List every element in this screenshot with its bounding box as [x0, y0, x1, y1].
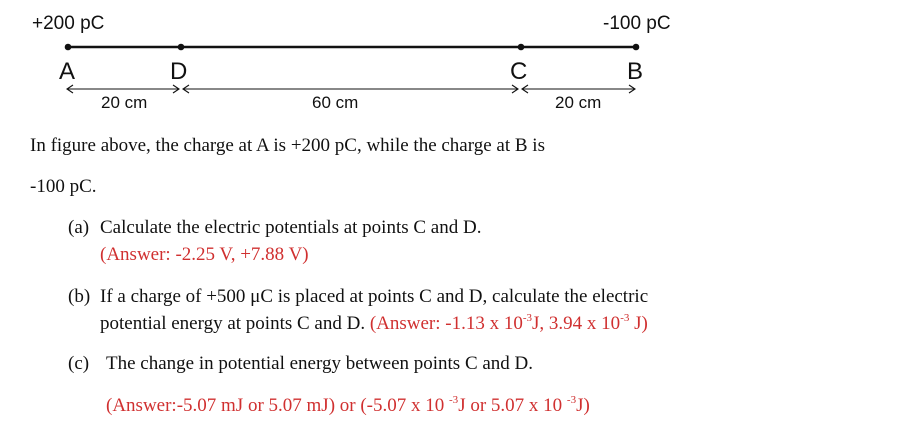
distance-arrow-cb	[522, 85, 635, 93]
part-b-question-line-2	[100, 314, 648, 333]
distance-cb-label: 20 cm	[555, 93, 602, 112]
distance-arrow-ad	[67, 85, 179, 93]
distance-dc-label: 60 cm	[312, 93, 359, 112]
point-c-label: C	[510, 58, 528, 85]
intro-line-1: In figure above, the charge at A is +200 pC, while the charge at B is	[30, 135, 545, 156]
distance-arrow-dc	[183, 85, 518, 93]
point-b-dot	[633, 44, 640, 51]
intro-line-2: -100 pC.	[30, 176, 97, 197]
part-b-question-line-1: If a charge of +500 μC is placed at points C and D, calculate the electric	[100, 286, 649, 307]
part-b-marker: (b)	[68, 286, 91, 307]
point-a-dot	[65, 44, 72, 51]
part-c-answer: (Answer:-5.07 mJ or 5.07 mJ) or (-5.07 x 10 $^{-3}$J or 5.07 x 10 $^{-3}$J)	[106, 394, 590, 416]
part-b-question-line-2-text: potential energy at points C and D.	[100, 313, 366, 334]
charge-a-label: +200 pC	[32, 13, 105, 34]
part-a-answer: (Answer: -2.25 V, +7.88 V)	[100, 244, 309, 265]
distance-ad-label: 20 cm	[101, 93, 148, 112]
point-a-label: A	[59, 58, 76, 85]
point-c-dot	[518, 44, 525, 51]
charge-b-label: -100 pC	[603, 13, 671, 34]
part-b-answer: (Answer: -1.13 x $10^{-3}J$, 3.94 x $10^{-3}$ J)	[369, 312, 648, 334]
point-d-label: D	[170, 58, 188, 85]
part-a-marker: (a)	[68, 217, 90, 238]
point-b-label: B	[627, 58, 644, 85]
part-a-question: Calculate the electric potentials at points C and D.	[100, 217, 482, 238]
part-c-question: The change in potential energy between points C and D.	[106, 353, 534, 374]
part-c-marker: (c)	[68, 353, 90, 374]
point-d-dot	[178, 44, 185, 51]
